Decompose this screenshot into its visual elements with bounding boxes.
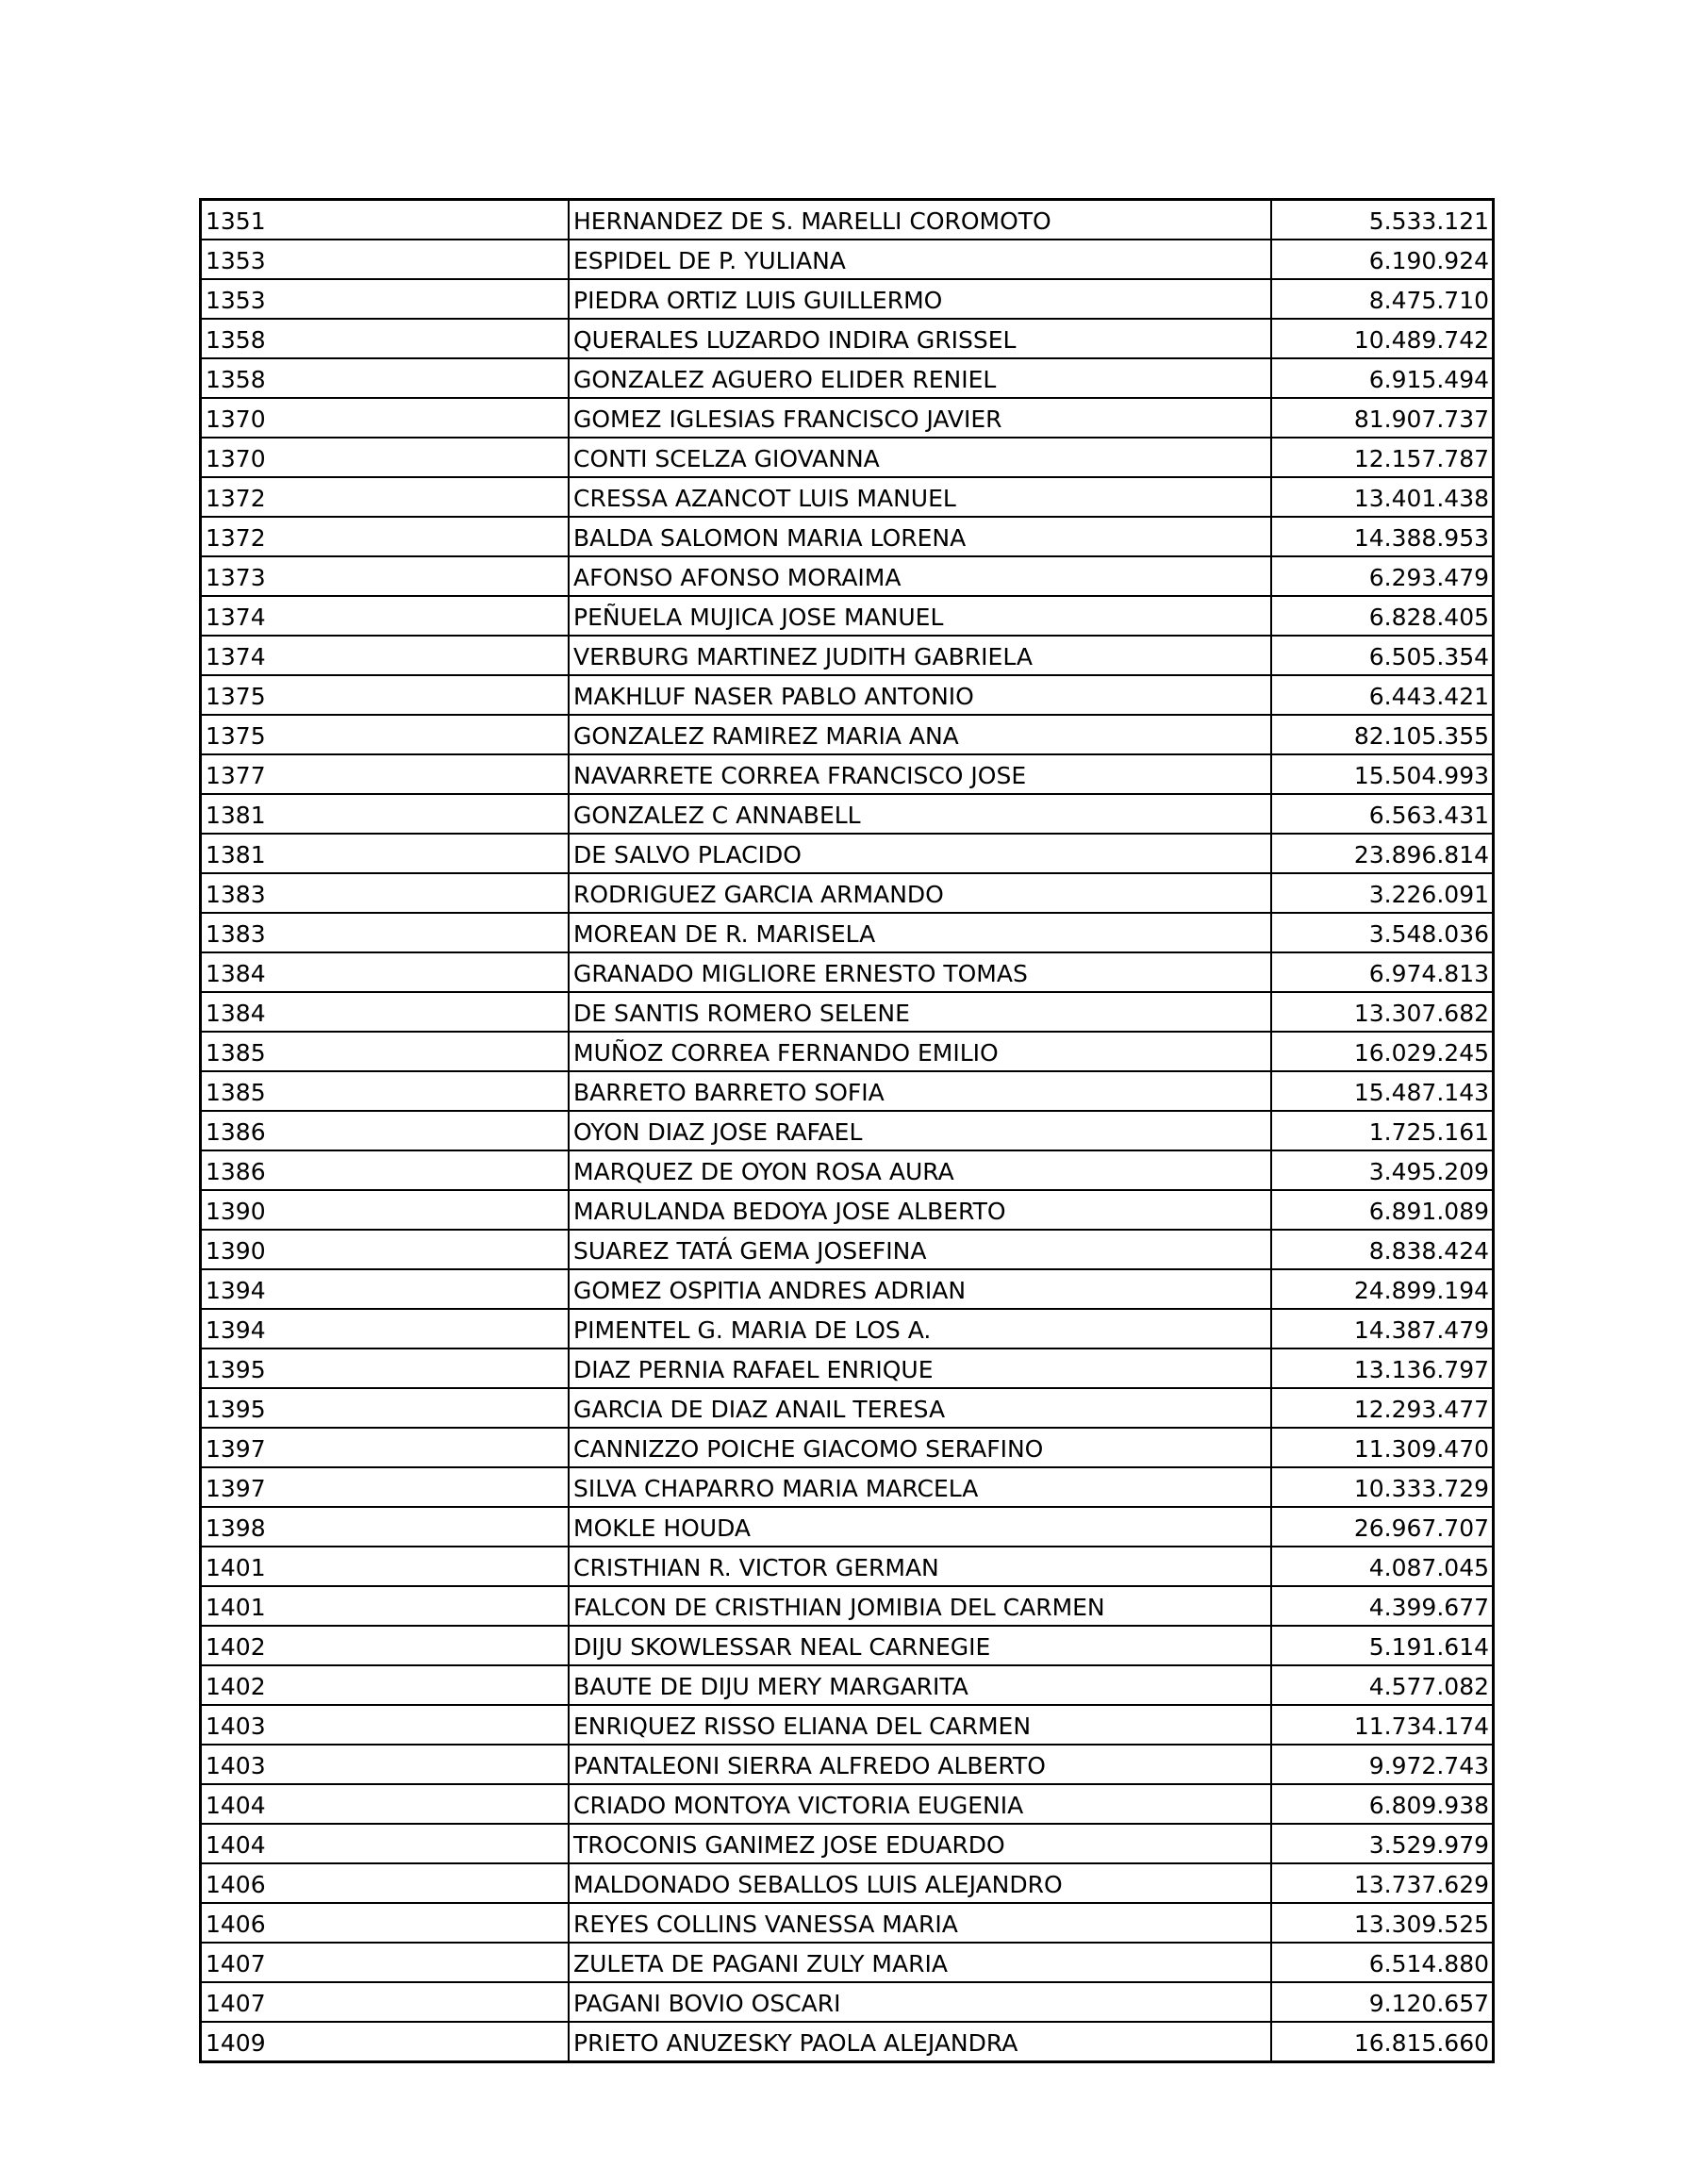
amount-cell: 8.838.424 (1271, 1230, 1494, 1269)
id-cell: 1397 (201, 1428, 570, 1467)
id-cell: 1406 (201, 1903, 570, 1943)
amount-cell: 14.388.953 (1271, 517, 1494, 556)
table-row (201, 1626, 1494, 1665)
id-cell: 1377 (201, 754, 570, 794)
table-row (201, 398, 1494, 438)
table-row (201, 556, 1494, 596)
amount-cell: 1.725.161 (1271, 1111, 1494, 1150)
id-cell: 1353 (201, 240, 570, 279)
id-cell: 1395 (201, 1388, 570, 1428)
name-cell: AFONSO AFONSO MORAIMA (569, 556, 1271, 596)
id-cell: 1381 (201, 834, 570, 873)
id-cell: 1406 (201, 1863, 570, 1903)
name-cell: MALDONADO SEBALLOS LUIS ALEJANDRO (569, 1863, 1271, 1903)
amount-cell: 11.309.470 (1271, 1428, 1494, 1467)
amount-cell: 13.136.797 (1271, 1348, 1494, 1388)
name-cell: MUÑOZ CORREA FERNANDO EMILIO (569, 1032, 1271, 1071)
amount-cell: 16.815.660 (1271, 2022, 1494, 2062)
amount-cell: 6.915.494 (1271, 358, 1494, 398)
name-cell: PIEDRA ORTIZ LUIS GUILLERMO (569, 279, 1271, 319)
table-row (201, 1309, 1494, 1348)
name-cell: CRIADO MONTOYA VICTORIA EUGENIA (569, 1784, 1271, 1824)
amount-cell: 4.087.045 (1271, 1547, 1494, 1586)
name-cell: BARRETO BARRETO SOFIA (569, 1071, 1271, 1111)
data-table (199, 198, 1495, 2063)
amount-cell: 16.029.245 (1271, 1032, 1494, 1071)
id-cell: 1403 (201, 1745, 570, 1784)
name-cell: GARCIA DE DIAZ ANAIL TERESA (569, 1388, 1271, 1428)
amount-cell: 6.505.354 (1271, 636, 1494, 675)
id-cell: 1384 (201, 992, 570, 1032)
id-cell: 1384 (201, 952, 570, 992)
id-cell: 1404 (201, 1784, 570, 1824)
table-row (201, 715, 1494, 754)
name-cell: PIMENTEL G. MARIA DE LOS A. (569, 1309, 1271, 1348)
amount-cell: 12.293.477 (1271, 1388, 1494, 1428)
name-cell: BALDA SALOMON MARIA LORENA (569, 517, 1271, 556)
table-row (201, 1269, 1494, 1309)
name-cell: REYES COLLINS VANESSA MARIA (569, 1903, 1271, 1943)
amount-cell: 9.120.657 (1271, 1982, 1494, 2022)
id-cell: 1390 (201, 1230, 570, 1269)
amount-cell: 6.514.880 (1271, 1943, 1494, 1982)
id-cell: 1351 (201, 200, 570, 240)
id-cell: 1407 (201, 1982, 570, 2022)
table-row (201, 1388, 1494, 1428)
name-cell: GOMEZ IGLESIAS FRANCISCO JAVIER (569, 398, 1271, 438)
table-body (201, 200, 1494, 2062)
table-row (201, 1665, 1494, 1705)
name-cell: TROCONIS GANIMEZ JOSE EDUARDO (569, 1824, 1271, 1863)
amount-cell: 6.563.431 (1271, 794, 1494, 834)
name-cell: OYON DIAZ JOSE RAFAEL (569, 1111, 1271, 1150)
id-cell: 1386 (201, 1111, 570, 1150)
id-cell: 1390 (201, 1190, 570, 1230)
name-cell: MARULANDA BEDOYA JOSE ALBERTO (569, 1190, 1271, 1230)
table-row (201, 1745, 1494, 1784)
name-cell: CANNIZZO POICHE GIACOMO SERAFINO (569, 1428, 1271, 1467)
name-cell: BAUTE DE DIJU MERY MARGARITA (569, 1665, 1271, 1705)
amount-cell: 13.307.682 (1271, 992, 1494, 1032)
amount-cell: 4.399.677 (1271, 1586, 1494, 1626)
table-row (201, 794, 1494, 834)
amount-cell: 26.967.707 (1271, 1507, 1494, 1547)
name-cell: FALCON DE CRISTHIAN JOMIBIA DEL CARMEN (569, 1586, 1271, 1626)
id-cell: 1398 (201, 1507, 570, 1547)
name-cell: GOMEZ OSPITIA ANDRES ADRIAN (569, 1269, 1271, 1309)
id-cell: 1381 (201, 794, 570, 834)
name-cell: GRANADO MIGLIORE ERNESTO TOMAS (569, 952, 1271, 992)
amount-cell: 5.191.614 (1271, 1626, 1494, 1665)
amount-cell: 15.504.993 (1271, 754, 1494, 794)
id-cell: 1409 (201, 2022, 570, 2062)
name-cell: GONZALEZ AGUERO ELIDER RENIEL (569, 358, 1271, 398)
id-cell: 1373 (201, 556, 570, 596)
table-row (201, 358, 1494, 398)
table-row (201, 1824, 1494, 1863)
table-row (201, 1784, 1494, 1824)
table-row (201, 1467, 1494, 1507)
name-cell: MARQUEZ DE OYON ROSA AURA (569, 1150, 1271, 1190)
name-cell: PANTALEONI SIERRA ALFREDO ALBERTO (569, 1745, 1271, 1784)
name-cell: PEÑUELA MUJICA JOSE MANUEL (569, 596, 1271, 636)
id-cell: 1358 (201, 319, 570, 358)
name-cell: CRISTHIAN R. VICTOR GERMAN (569, 1547, 1271, 1586)
table-row (201, 279, 1494, 319)
table-row (201, 1863, 1494, 1903)
name-cell: MAKHLUF NASER PABLO ANTONIO (569, 675, 1271, 715)
id-cell: 1358 (201, 358, 570, 398)
name-cell: CRESSA AZANCOT LUIS MANUEL (569, 477, 1271, 517)
name-cell: ZULETA DE PAGANI ZULY MARIA (569, 1943, 1271, 1982)
id-cell: 1394 (201, 1309, 570, 1348)
id-cell: 1374 (201, 596, 570, 636)
amount-cell: 13.737.629 (1271, 1863, 1494, 1903)
id-cell: 1395 (201, 1348, 570, 1388)
table-row (201, 1943, 1494, 1982)
name-cell: MOKLE HOUDA (569, 1507, 1271, 1547)
table-row (201, 675, 1494, 715)
id-cell: 1385 (201, 1071, 570, 1111)
table-row (201, 1982, 1494, 2022)
name-cell: PRIETO ANUZESKY PAOLA ALEJANDRA (569, 2022, 1271, 2062)
amount-cell: 14.387.479 (1271, 1309, 1494, 1348)
amount-cell: 3.548.036 (1271, 913, 1494, 952)
table-row (201, 873, 1494, 913)
name-cell: ENRIQUEZ RISSO ELIANA DEL CARMEN (569, 1705, 1271, 1745)
table-row (201, 240, 1494, 279)
id-cell: 1372 (201, 517, 570, 556)
table-row (201, 319, 1494, 358)
id-cell: 1383 (201, 913, 570, 952)
name-cell: HERNANDEZ DE S. MARELLI COROMOTO (569, 200, 1271, 240)
amount-cell: 82.105.355 (1271, 715, 1494, 754)
name-cell: DE SANTIS ROMERO SELENE (569, 992, 1271, 1032)
table-row (201, 1150, 1494, 1190)
name-cell: DE SALVO PLACIDO (569, 834, 1271, 873)
amount-cell: 13.309.525 (1271, 1903, 1494, 1943)
name-cell: DIJU SKOWLESSAR NEAL CARNEGIE (569, 1626, 1271, 1665)
id-cell: 1394 (201, 1269, 570, 1309)
amount-cell: 10.333.729 (1271, 1467, 1494, 1507)
amount-cell: 12.157.787 (1271, 438, 1494, 477)
id-cell: 1401 (201, 1586, 570, 1626)
amount-cell: 6.443.421 (1271, 675, 1494, 715)
table-row (201, 834, 1494, 873)
amount-cell: 6.974.813 (1271, 952, 1494, 992)
table-row (201, 992, 1494, 1032)
amount-cell: 9.972.743 (1271, 1745, 1494, 1784)
id-cell: 1401 (201, 1547, 570, 1586)
table-row (201, 1071, 1494, 1111)
amount-cell: 13.401.438 (1271, 477, 1494, 517)
table-row (201, 1190, 1494, 1230)
table-row (201, 1705, 1494, 1745)
name-cell: VERBURG MARTINEZ JUDITH GABRIELA (569, 636, 1271, 675)
table-row (201, 636, 1494, 675)
name-cell: SILVA CHAPARRO MARIA MARCELA (569, 1467, 1271, 1507)
name-cell: GONZALEZ RAMIREZ MARIA ANA (569, 715, 1271, 754)
amount-cell: 3.226.091 (1271, 873, 1494, 913)
id-cell: 1372 (201, 477, 570, 517)
table-row (201, 477, 1494, 517)
id-cell: 1386 (201, 1150, 570, 1190)
id-cell: 1370 (201, 398, 570, 438)
name-cell: RODRIGUEZ GARCIA ARMANDO (569, 873, 1271, 913)
table-row (201, 1230, 1494, 1269)
amount-cell: 81.907.737 (1271, 398, 1494, 438)
id-cell: 1402 (201, 1626, 570, 1665)
amount-cell: 3.529.979 (1271, 1824, 1494, 1863)
amount-cell: 5.533.121 (1271, 200, 1494, 240)
table-row (201, 517, 1494, 556)
id-cell: 1402 (201, 1665, 570, 1705)
name-cell: NAVARRETE CORREA FRANCISCO JOSE (569, 754, 1271, 794)
amount-cell: 6.828.405 (1271, 596, 1494, 636)
amount-cell: 11.734.174 (1271, 1705, 1494, 1745)
table-row (201, 596, 1494, 636)
id-cell: 1407 (201, 1943, 570, 1982)
name-cell: DIAZ PERNIA RAFAEL ENRIQUE (569, 1348, 1271, 1388)
table-row (201, 1547, 1494, 1586)
table-row (201, 1586, 1494, 1626)
amount-cell: 6.809.938 (1271, 1784, 1494, 1824)
id-cell: 1403 (201, 1705, 570, 1745)
amount-cell: 23.896.814 (1271, 834, 1494, 873)
name-cell: CONTI SCELZA GIOVANNA (569, 438, 1271, 477)
amount-cell: 6.293.479 (1271, 556, 1494, 596)
amount-cell: 24.899.194 (1271, 1269, 1494, 1309)
id-cell: 1375 (201, 675, 570, 715)
name-cell: QUERALES LUZARDO INDIRA GRISSEL (569, 319, 1271, 358)
id-cell: 1374 (201, 636, 570, 675)
name-cell: GONZALEZ C ANNABELL (569, 794, 1271, 834)
table-row (201, 200, 1494, 240)
table-row (201, 1903, 1494, 1943)
id-cell: 1404 (201, 1824, 570, 1863)
table-row (201, 754, 1494, 794)
amount-cell: 4.577.082 (1271, 1665, 1494, 1705)
id-cell: 1375 (201, 715, 570, 754)
table-row (201, 2022, 1494, 2062)
table-row (201, 1348, 1494, 1388)
id-cell: 1385 (201, 1032, 570, 1071)
id-cell: 1370 (201, 438, 570, 477)
table-row (201, 1111, 1494, 1150)
amount-cell: 3.495.209 (1271, 1150, 1494, 1190)
amount-cell: 6.891.089 (1271, 1190, 1494, 1230)
id-cell: 1383 (201, 873, 570, 913)
table-row (201, 438, 1494, 477)
table-row (201, 1428, 1494, 1467)
amount-cell: 6.190.924 (1271, 240, 1494, 279)
amount-cell: 15.487.143 (1271, 1071, 1494, 1111)
id-cell: 1397 (201, 1467, 570, 1507)
name-cell: PAGANI BOVIO OSCARI (569, 1982, 1271, 2022)
amount-cell: 10.489.742 (1271, 319, 1494, 358)
table-row (201, 1032, 1494, 1071)
table-row (201, 952, 1494, 992)
name-cell: ESPIDEL DE P. YULIANA (569, 240, 1271, 279)
name-cell: MOREAN DE R. MARISELA (569, 913, 1271, 952)
name-cell: SUAREZ TATÁ GEMA JOSEFINA (569, 1230, 1271, 1269)
id-cell: 1353 (201, 279, 570, 319)
table-row (201, 913, 1494, 952)
table-row (201, 1507, 1494, 1547)
amount-cell: 8.475.710 (1271, 279, 1494, 319)
